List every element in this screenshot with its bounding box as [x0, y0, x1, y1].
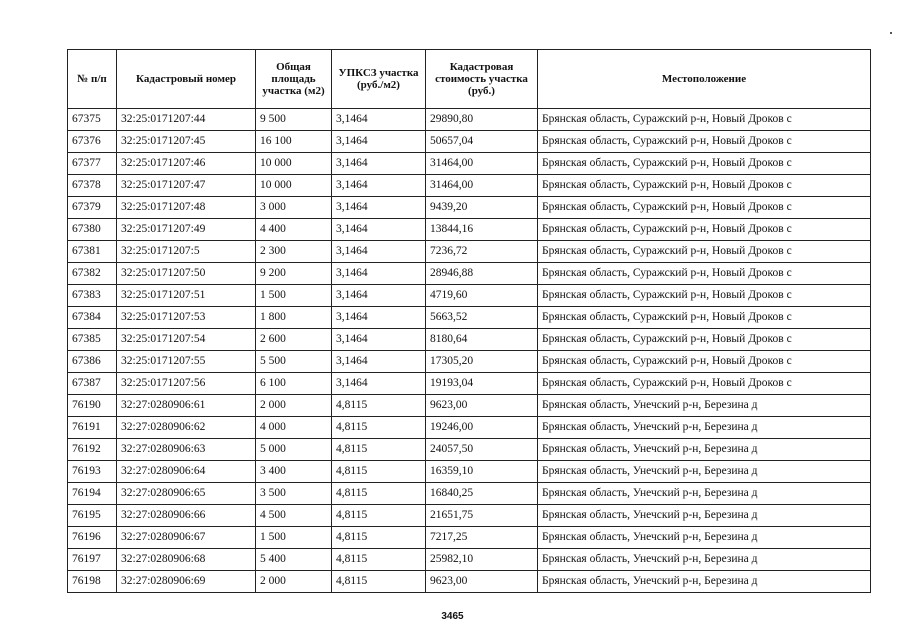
cell-area: 1 500: [256, 527, 332, 549]
cell-cadastral-value: 31464,00: [426, 153, 538, 175]
cell-cadastral-value: 29890,80: [426, 109, 538, 131]
cell-cadastral-number: 32:25:0171207:44: [117, 109, 256, 131]
cell-upksz: 3,1464: [332, 175, 426, 197]
cell-area: 4 000: [256, 417, 332, 439]
cell-cadastral-value: 8180,64: [426, 329, 538, 351]
cell-cadastral-value: 7217,25: [426, 527, 538, 549]
cell-index: 76191: [68, 417, 117, 439]
cell-upksz: 3,1464: [332, 219, 426, 241]
cell-upksz: 4,8115: [332, 571, 426, 593]
cell-index: 76196: [68, 527, 117, 549]
cell-location: Брянская область, Суражский р-н, Новый Дроков с: [538, 175, 871, 197]
cell-upksz: 3,1464: [332, 241, 426, 263]
cell-index: 67376: [68, 131, 117, 153]
cell-upksz: 3,1464: [332, 197, 426, 219]
table-row: [68, 373, 871, 395]
cell-location: Брянская область, Унечский р-н, Березина д: [538, 571, 871, 593]
table-row: [68, 417, 871, 439]
cell-upksz: 4,8115: [332, 505, 426, 527]
cell-location: Брянская область, Унечский р-н, Березина д: [538, 505, 871, 527]
table-row: [68, 131, 871, 153]
cell-area: 1 500: [256, 285, 332, 307]
cell-cadastral-value: 28946,88: [426, 263, 538, 285]
cell-area: 5 500: [256, 351, 332, 373]
cell-upksz: 3,1464: [332, 329, 426, 351]
cell-cadastral-number: 32:27:0280906:64: [117, 461, 256, 483]
cell-area: 2 600: [256, 329, 332, 351]
table-row: [68, 351, 871, 373]
cell-upksz: 3,1464: [332, 263, 426, 285]
cell-cadastral-value: 16359,10: [426, 461, 538, 483]
cell-upksz: 4,8115: [332, 461, 426, 483]
cell-location: Брянская область, Суражский р-н, Новый Дроков с: [538, 109, 871, 131]
cell-index: 76190: [68, 395, 117, 417]
cadastral-table: [67, 49, 871, 593]
table-row: [68, 527, 871, 549]
cell-index: 67384: [68, 307, 117, 329]
cell-index: 67386: [68, 351, 117, 373]
table-row: [68, 571, 871, 593]
cell-location: Брянская область, Суражский р-н, Новый Дроков с: [538, 307, 871, 329]
cell-cadastral-number: 32:27:0280906:65: [117, 483, 256, 505]
cell-upksz: 3,1464: [332, 373, 426, 395]
cell-index: 67387: [68, 373, 117, 395]
header-index: № п/п: [68, 50, 117, 109]
header-upksz: УПКСЗ участка (руб./м2): [332, 50, 426, 109]
table-row: [68, 241, 871, 263]
table-row: [68, 329, 871, 351]
cell-location: Брянская область, Унечский р-н, Березина д: [538, 395, 871, 417]
cell-index: 67381: [68, 241, 117, 263]
header-location: Местоположение: [538, 50, 871, 109]
cell-index: 67375: [68, 109, 117, 131]
cell-area: 3 400: [256, 461, 332, 483]
table-row: [68, 109, 871, 131]
cell-index: 76195: [68, 505, 117, 527]
table-row: [68, 439, 871, 461]
cell-cadastral-number: 32:27:0280906:66: [117, 505, 256, 527]
cell-location: Брянская область, Унечский р-н, Березина д: [538, 439, 871, 461]
table-row: [68, 219, 871, 241]
page-number: 3465: [441, 611, 464, 622]
table-row: [68, 307, 871, 329]
cell-location: Брянская область, Суражский р-н, Новый Дроков с: [538, 329, 871, 351]
cell-cadastral-number: 32:25:0171207:47: [117, 175, 256, 197]
cell-location: Брянская область, Суражский р-н, Новый Дроков с: [538, 351, 871, 373]
cell-location: Брянская область, Суражский р-н, Новый Дроков с: [538, 285, 871, 307]
cell-cadastral-number: 32:25:0171207:54: [117, 329, 256, 351]
cell-index: 67379: [68, 197, 117, 219]
cell-cadastral-number: 32:25:0171207:48: [117, 197, 256, 219]
cell-upksz: 3,1464: [332, 351, 426, 373]
cell-index: 76193: [68, 461, 117, 483]
cell-cadastral-number: 32:25:0171207:5: [117, 241, 256, 263]
cell-cadastral-value: 17305,20: [426, 351, 538, 373]
table-row: [68, 285, 871, 307]
table-row: [68, 263, 871, 285]
cell-area: 3 000: [256, 197, 332, 219]
cell-upksz: 3,1464: [332, 131, 426, 153]
header-area: Общая площадь участка (м2): [256, 50, 332, 109]
cell-cadastral-value: 9439,20: [426, 197, 538, 219]
cell-cadastral-number: 32:25:0171207:50: [117, 263, 256, 285]
cell-area: 16 100: [256, 131, 332, 153]
cell-index: 67385: [68, 329, 117, 351]
cell-area: 10 000: [256, 175, 332, 197]
cell-location: Брянская область, Суражский р-н, Новый Дроков с: [538, 219, 871, 241]
cell-area: 3 500: [256, 483, 332, 505]
cell-upksz: 4,8115: [332, 395, 426, 417]
cell-index: 76198: [68, 571, 117, 593]
cell-location: Брянская область, Суражский р-н, Новый Дроков с: [538, 241, 871, 263]
cell-area: 2 000: [256, 571, 332, 593]
cell-area: 4 400: [256, 219, 332, 241]
cell-upksz: 4,8115: [332, 483, 426, 505]
cell-upksz: 3,1464: [332, 153, 426, 175]
cell-location: Брянская область, Суражский р-н, Новый Дроков с: [538, 197, 871, 219]
cell-location: Брянская область, Суражский р-н, Новый Дроков с: [538, 153, 871, 175]
cell-cadastral-number: 32:25:0171207:51: [117, 285, 256, 307]
cell-area: 5 400: [256, 549, 332, 571]
cell-upksz: 4,8115: [332, 417, 426, 439]
cell-cadastral-number: 32:27:0280906:68: [117, 549, 256, 571]
cell-index: 67383: [68, 285, 117, 307]
cell-cadastral-number: 32:25:0171207:46: [117, 153, 256, 175]
cell-upksz: 4,8115: [332, 439, 426, 461]
cell-cadastral-value: 5663,52: [426, 307, 538, 329]
table-row: [68, 175, 871, 197]
table-row: [68, 505, 871, 527]
cell-index: 76192: [68, 439, 117, 461]
cell-cadastral-value: 50657,04: [426, 131, 538, 153]
cell-cadastral-value: 19193,04: [426, 373, 538, 395]
table-row: [68, 153, 871, 175]
cell-cadastral-value: 31464,00: [426, 175, 538, 197]
table-row: [68, 483, 871, 505]
cell-location: Брянская область, Унечский р-н, Березина д: [538, 527, 871, 549]
table-row: [68, 549, 871, 571]
cell-index: 76194: [68, 483, 117, 505]
cell-area: 4 500: [256, 505, 332, 527]
cell-location: Брянская область, Унечский р-н, Березина д: [538, 417, 871, 439]
cell-area: 10 000: [256, 153, 332, 175]
cell-location: Брянская область, Унечский р-н, Березина д: [538, 549, 871, 571]
cell-cadastral-value: 16840,25: [426, 483, 538, 505]
cell-index: 67378: [68, 175, 117, 197]
cell-cadastral-value: 24057,50: [426, 439, 538, 461]
cell-area: 9 500: [256, 109, 332, 131]
cell-cadastral-number: 32:25:0171207:45: [117, 131, 256, 153]
cell-index: 67377: [68, 153, 117, 175]
table-body: [68, 109, 871, 593]
cell-cadastral-value: 9623,00: [426, 395, 538, 417]
cell-cadastral-number: 32:27:0280906:63: [117, 439, 256, 461]
scan-speck: [890, 32, 892, 34]
cell-cadastral-number: 32:27:0280906:69: [117, 571, 256, 593]
cell-cadastral-value: 9623,00: [426, 571, 538, 593]
cell-upksz: 4,8115: [332, 527, 426, 549]
cell-index: 67382: [68, 263, 117, 285]
cell-upksz: 3,1464: [332, 109, 426, 131]
cell-cadastral-value: 7236,72: [426, 241, 538, 263]
cell-cadastral-number: 32:27:0280906:62: [117, 417, 256, 439]
cell-area: 6 100: [256, 373, 332, 395]
cell-cadastral-value: 13844,16: [426, 219, 538, 241]
cell-area: 2 300: [256, 241, 332, 263]
cell-cadastral-value: 21651,75: [426, 505, 538, 527]
table-row: [68, 395, 871, 417]
cell-area: 2 000: [256, 395, 332, 417]
table-row: [68, 197, 871, 219]
cell-cadastral-value: 19246,00: [426, 417, 538, 439]
table-row: [68, 461, 871, 483]
header-cadastral-number: Кадастровый номер: [117, 50, 256, 109]
cell-area: 5 000: [256, 439, 332, 461]
cell-location: Брянская область, Унечский р-н, Березина д: [538, 461, 871, 483]
cell-cadastral-value: 4719,60: [426, 285, 538, 307]
cell-cadastral-number: 32:25:0171207:56: [117, 373, 256, 395]
table-header-row: [68, 50, 871, 109]
cell-location: Брянская область, Суражский р-н, Новый Дроков с: [538, 263, 871, 285]
cell-location: Брянская область, Унечский р-н, Березина д: [538, 483, 871, 505]
cell-cadastral-number: 32:27:0280906:61: [117, 395, 256, 417]
cell-area: 1 800: [256, 307, 332, 329]
cell-cadastral-number: 32:25:0171207:53: [117, 307, 256, 329]
cell-upksz: 3,1464: [332, 285, 426, 307]
cell-area: 9 200: [256, 263, 332, 285]
cell-cadastral-number: 32:27:0280906:67: [117, 527, 256, 549]
cell-location: Брянская область, Суражский р-н, Новый Дроков с: [538, 373, 871, 395]
header-cadastral-value: Кадастровая стоимость участка (руб.): [426, 50, 538, 109]
cell-upksz: 4,8115: [332, 549, 426, 571]
cell-cadastral-value: 25982,10: [426, 549, 538, 571]
cell-cadastral-number: 32:25:0171207:55: [117, 351, 256, 373]
cell-cadastral-number: 32:25:0171207:49: [117, 219, 256, 241]
cell-index: 67380: [68, 219, 117, 241]
cell-index: 76197: [68, 549, 117, 571]
cell-location: Брянская область, Суражский р-н, Новый Дроков с: [538, 131, 871, 153]
cell-upksz: 3,1464: [332, 307, 426, 329]
